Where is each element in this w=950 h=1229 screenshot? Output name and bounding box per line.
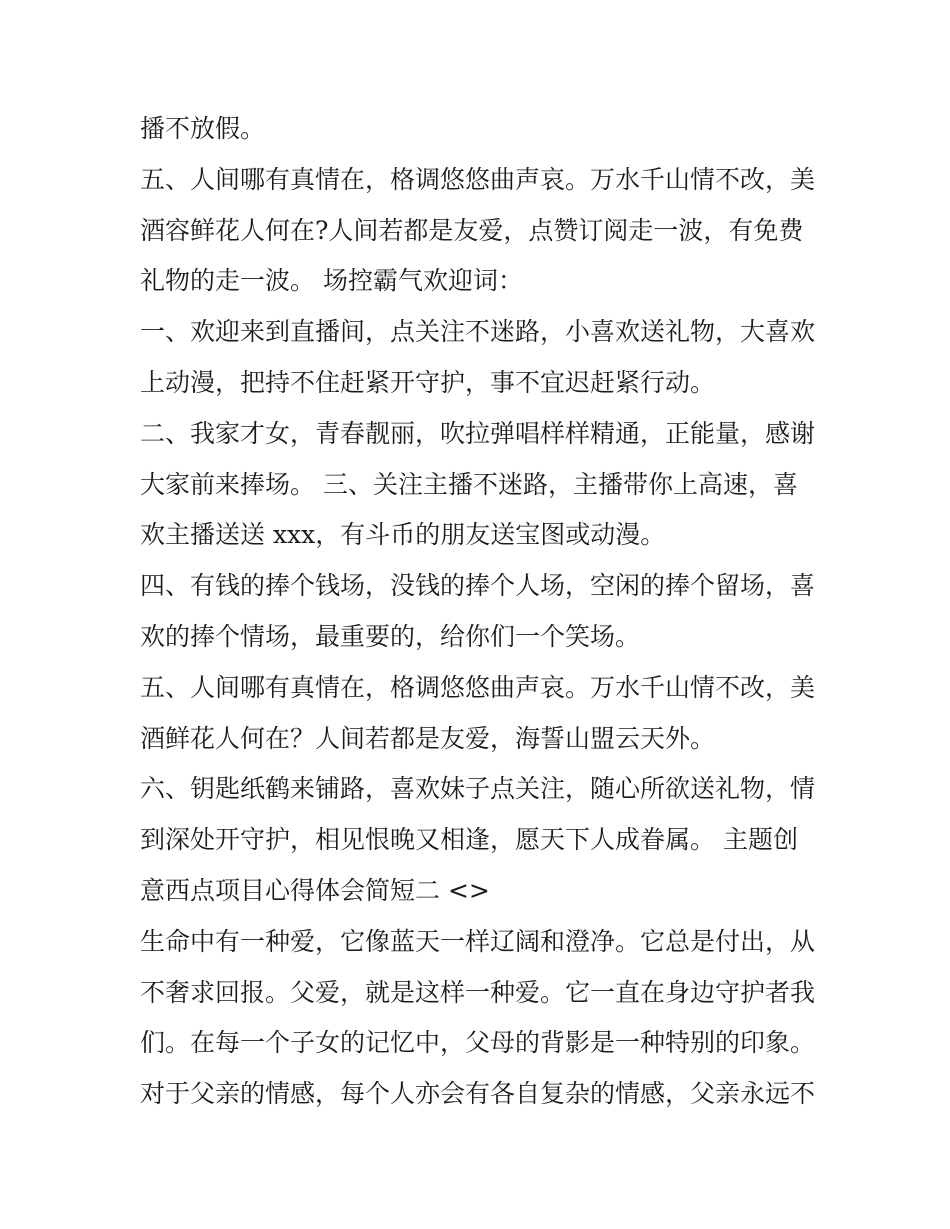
text-line: 五、人间哪有真情在，格调悠悠曲声哀。万水千山情不改，美: [140, 672, 816, 702]
text-line: 们。在每一个子女的记忆中，父母的背影是一种特别的印象。: [140, 1028, 816, 1058]
text-line: 对于父亲的情感，每个人亦会有各自复杂的情感，父亲永远不: [140, 1079, 816, 1109]
text-line: 酒鲜花人何在？人间若都是友爱，海誓山盟云天外。: [140, 723, 716, 753]
text-line: 四、有钱的捧个钱场，没钱的捧个人场，空闲的捧个留场，喜: [140, 571, 816, 601]
text-line: 生命中有一种爱，它像蓝天一样辽阔和澄净。它总是付出，从: [140, 926, 816, 956]
text-line: 意西点项目心得体会简短二 <>: [140, 875, 490, 905]
text-line: 不奢求回报。父爱，就是这样一种爱。它一直在身边守护者我: [140, 977, 816, 1007]
text-line: 到深处开守护，相见恨晚又相逢，愿天下人成眷属。 主题创: [140, 825, 798, 855]
text-line: 六、钥匙纸鹤来铺路，喜欢妹子点关注，随心所欲送礼物，情: [140, 774, 816, 804]
text-line: 酒容鲜花人何在?人间若都是友爱，点赞订阅走一波，有免费: [140, 215, 804, 245]
text-line: 欢的捧个情场，最重要的，给你们一个笑场。: [140, 621, 641, 651]
text-line: 一、欢迎来到直播间，点关注不迷路，小喜欢送礼物，大喜欢: [140, 317, 816, 347]
text-line: 二、我家才女，青春靓丽，吹拉弹唱样样精通，正能量，感谢: [140, 418, 816, 448]
text-line: 大家前来捧场。 三、关注主播不迷路，主播带你上高速，喜: [140, 469, 798, 499]
text-line: 播不放假。: [140, 114, 266, 143]
body-text: [140, 104, 820, 1120]
text-line: 上动漫，把持不住赶紧开守护，事不宜迟赶紧行动。: [140, 367, 716, 397]
text-line: 礼物的走一波。 场控霸气欢迎词：: [140, 266, 523, 296]
text-line: 欢主播送送 xxx，有斗币的朋友送宝图或动漫。: [140, 520, 666, 550]
text-line: 五、人间哪有真情在，格调悠悠曲声哀。万水千山情不改，美: [140, 164, 816, 194]
